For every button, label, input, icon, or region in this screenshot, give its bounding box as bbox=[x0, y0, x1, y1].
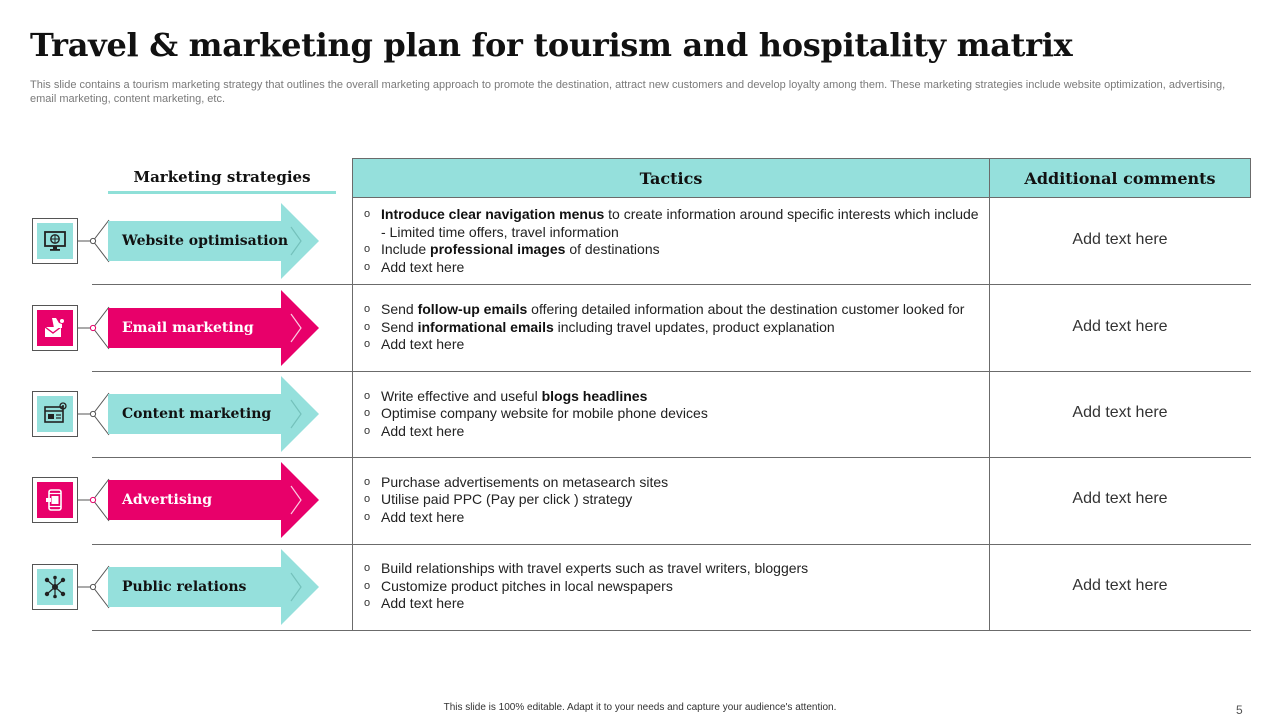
tactic-text: Build relationships with travel experts such as travel writers, bloggers bbox=[381, 560, 809, 577]
tactic-emphasis: informational emails bbox=[417, 318, 554, 335]
tactic-text: Add text here bbox=[381, 258, 465, 275]
tactic-text: Customize product pitches in local newspapers bbox=[381, 577, 673, 594]
connector-line bbox=[78, 557, 110, 617]
strategy-label: Content marketing bbox=[122, 406, 272, 422]
tactic-text: Purchase advertisements on metasearch sites bbox=[381, 473, 669, 490]
tactic-item bbox=[362, 509, 982, 527]
tactic-item bbox=[362, 259, 982, 277]
tactics-header: Tactics bbox=[352, 158, 990, 198]
connector-line bbox=[78, 298, 110, 358]
tactics-list bbox=[362, 301, 982, 354]
tactic-item bbox=[362, 491, 982, 509]
tactics-list bbox=[362, 474, 982, 527]
strategy-label: Public relations bbox=[122, 578, 247, 595]
tactic-text: Add text here bbox=[381, 595, 465, 612]
network-people-icon bbox=[37, 569, 73, 605]
strategy-icon-box bbox=[32, 305, 78, 351]
tactic-text: Add text here bbox=[381, 336, 465, 353]
connector-line bbox=[78, 211, 110, 271]
strategy-label: Advertising bbox=[122, 492, 213, 509]
additional-comments-header: Additional comments bbox=[989, 158, 1251, 198]
tactics-list bbox=[362, 206, 982, 276]
additional-comment: Add text here bbox=[1072, 490, 1168, 508]
strategy-icon-box bbox=[32, 218, 78, 264]
tactic-item bbox=[362, 560, 982, 578]
strategy-icon-box bbox=[32, 564, 78, 610]
content-browser-icon bbox=[37, 396, 73, 432]
tactic-item bbox=[362, 405, 982, 423]
strategy-label: Email marketing bbox=[122, 319, 254, 336]
tactic-item bbox=[362, 595, 982, 613]
tactic-text: including travel updates, product explanation bbox=[553, 318, 835, 335]
row-divider bbox=[92, 630, 1251, 631]
tactic-item bbox=[362, 301, 982, 319]
tactics-list bbox=[362, 560, 982, 613]
tactic-text: Include bbox=[381, 241, 431, 258]
monitor-globe-icon bbox=[37, 223, 73, 259]
connector-line bbox=[78, 384, 110, 444]
tactic-item bbox=[362, 388, 982, 406]
tactic-item bbox=[362, 578, 982, 596]
tactic-text: Write effective and useful bbox=[381, 387, 542, 404]
row-divider bbox=[92, 544, 1251, 545]
email-hand-icon bbox=[37, 310, 73, 346]
tactic-text: Add text here bbox=[381, 422, 465, 439]
strategy-icon-box bbox=[32, 391, 78, 437]
row-divider bbox=[92, 371, 1251, 372]
tactic-emphasis: blogs headlines bbox=[541, 387, 648, 404]
tactic-emphasis: Introduce clear navigation menus bbox=[381, 206, 605, 223]
footer-note: This slide is 100% editable. Adapt it to your needs and capture your audience's attention. bbox=[443, 702, 837, 713]
additional-comment: Add text here bbox=[1072, 404, 1168, 421]
tactic-text: Optimise company website for mobile phone devices bbox=[381, 405, 708, 421]
tactic-text: offering detailed information about the destination customer looked for bbox=[527, 301, 965, 318]
row-divider bbox=[92, 284, 1251, 285]
additional-comment: Add text here bbox=[1072, 317, 1168, 335]
page-number: 5 bbox=[1236, 703, 1243, 717]
tactic-text: Utilise paid PPC (Pay per click ) strategy bbox=[381, 491, 633, 508]
tactic-emphasis: follow-up emails bbox=[417, 301, 528, 318]
tactic-item bbox=[362, 206, 982, 241]
tactic-text: Send bbox=[381, 318, 418, 335]
tactics-list bbox=[362, 388, 982, 441]
tactic-text: of destinations bbox=[565, 241, 660, 258]
additional-comment: Add text here bbox=[1072, 576, 1168, 594]
row-divider bbox=[92, 457, 1251, 458]
mobile-ad-icon bbox=[37, 482, 73, 518]
connector-line bbox=[78, 470, 110, 530]
slide-subtitle: This slide contains a tourism marketing strategy that outlines the overall marketing approach to promote the destination, attract new customers and develop loyalty among them. These marketing strategies include website optimization, advertising, email marketing, content marketing, etc. bbox=[30, 79, 1226, 105]
tactic-item bbox=[362, 319, 982, 337]
tactic-emphasis: professional images bbox=[430, 241, 566, 258]
tactic-item bbox=[362, 474, 982, 492]
tactic-item bbox=[362, 423, 982, 441]
tactic-item bbox=[362, 241, 982, 259]
header-underline bbox=[108, 191, 336, 194]
tactic-item bbox=[362, 336, 982, 354]
strategy-icon-box bbox=[32, 477, 78, 523]
tactic-text: to create information around specific interests which include - Limited time offers, travel information bbox=[381, 206, 979, 240]
strategy-label: Website optimisation bbox=[122, 233, 289, 250]
additional-comment: Add text here bbox=[1072, 231, 1168, 249]
marketing-strategies-header: Marketing strategies bbox=[133, 168, 311, 186]
tactic-text: Add text here bbox=[381, 508, 465, 525]
slide-title: Travel & marketing plan for tourism and hospitality matrix bbox=[30, 26, 1073, 64]
tactic-text: Send bbox=[381, 301, 418, 318]
